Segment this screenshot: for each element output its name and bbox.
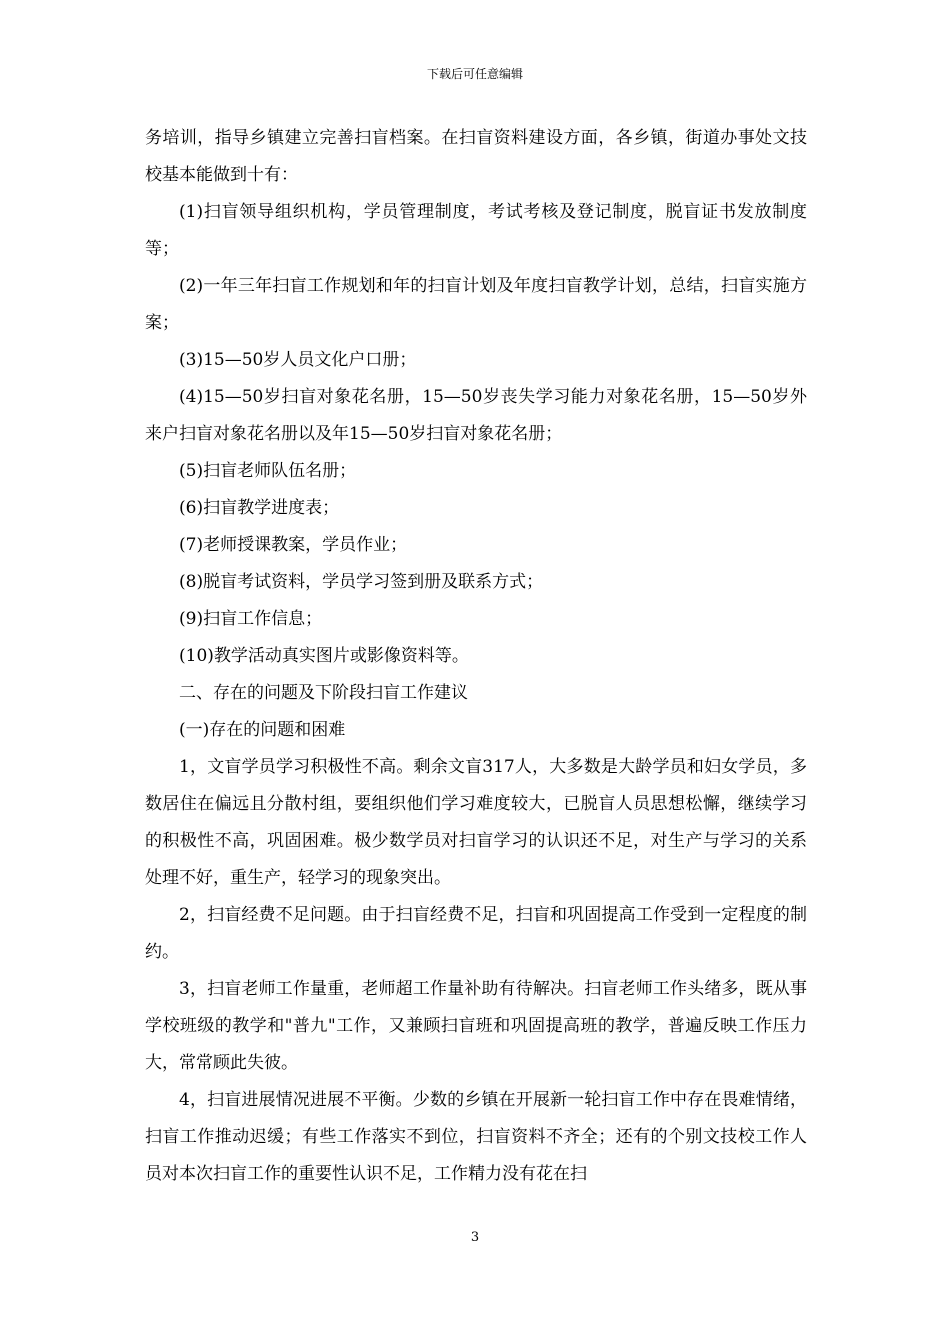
list-item-2: (2)一年三年扫盲工作规划和年的扫盲计划及年度扫盲教学计划，总结，扫盲实施方案； <box>145 276 807 333</box>
problem-paragraph-4: 4，扫盲进展情况进展不平衡。少数的乡镇在开展新一轮扫盲工作中存在畏难情绪，扫盲工作推动迟缓；有些工作落实不到位，扫盲资料不齐全；还有的个别文技校工作人员对本次扫盲工作的重要性认识不足，工作精力没有花在扫 <box>145 1090 807 1184</box>
problem-paragraph-1: 1，文盲学员学习积极性不高。剩余文盲317人，大多数是大龄学员和妇女学员，多数居住在偏远且分散村组，要组织他们学习难度较大，已脱盲人员思想松懈，继续学习的积极性不高，巩固困难。极少数学员对扫盲学习的认识还不足，对生产与学习的关系处理不好，重生产，轻学习的现象突出。 <box>145 757 807 888</box>
list-item-8: (8)脱盲考试资料，学员学习签到册及联系方式； <box>179 572 544 592</box>
list-item-4: (4)15—50岁扫盲对象花名册，15—50岁丧失学习能力对象花名册，15—50岁外来户扫盲对象花名册以及年15—50岁扫盲对象花名册； <box>145 387 807 444</box>
list-item-7: (7)老师授课教案，学员作业； <box>179 535 408 555</box>
section-heading: 二、存在的问题及下阶段扫盲工作建议 <box>179 683 468 703</box>
list-item-1: (1)扫盲领导组织机构，学员管理制度，考试考核及登记制度，脱盲证书发放制度等； <box>145 202 807 259</box>
document-body <box>145 120 807 1193</box>
subsection-heading: (一)存在的问题和困难 <box>179 720 346 740</box>
paragraph-continuation: 务培训，指导乡镇建立完善扫盲档案。在扫盲资料建设方面，各乡镇，街道办事处文技校基本能做到十有： <box>145 128 807 185</box>
page-header: 下载后可任意编辑 <box>426 67 523 81</box>
list-item-6: (6)扫盲教学进度表； <box>179 498 340 518</box>
list-item-3: (3)15—50岁人员文化户口册； <box>179 350 417 370</box>
list-item-10: (10)教学活动真实图片或影像资料等。 <box>179 646 469 666</box>
list-item-5: (5)扫盲老师队伍名册； <box>179 461 357 481</box>
problem-paragraph-3: 3，扫盲老师工作量重，老师超工作量补助有待解决。扫盲老师工作头绪多，既从事学校班级的教学和"普九"工作，又兼顾扫盲班和巩固提高班的教学，普遍反映工作压力大，常常顾此失彼。 <box>145 979 807 1073</box>
list-item-9: (9)扫盲工作信息； <box>179 609 323 629</box>
page-number: 3 <box>470 1230 480 1245</box>
problem-paragraph-2: 2，扫盲经费不足问题。由于扫盲经费不足，扫盲和巩固提高工作受到一定程度的制约。 <box>145 905 807 962</box>
